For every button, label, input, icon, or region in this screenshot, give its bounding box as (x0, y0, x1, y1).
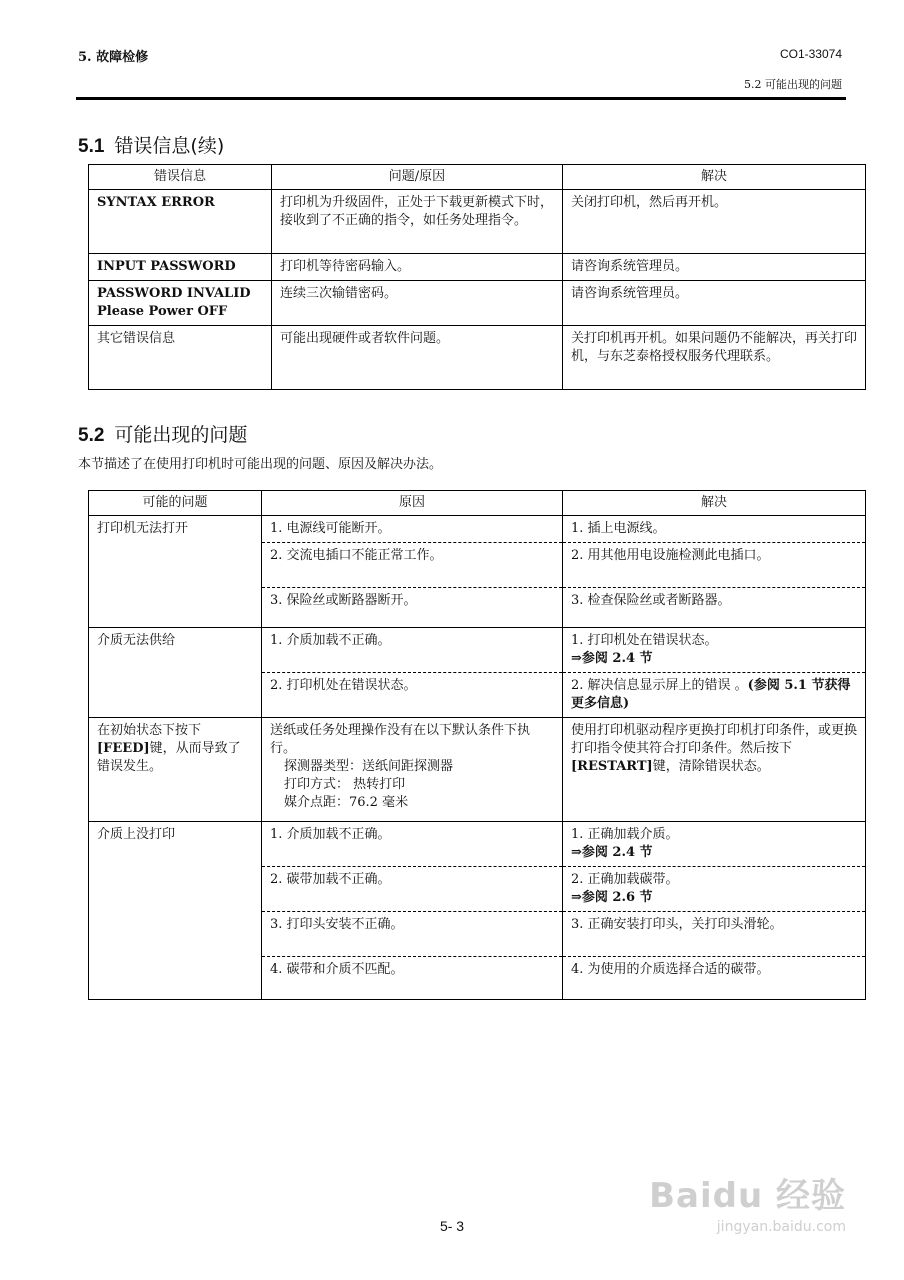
solution-cell (563, 718, 866, 822)
section-number: 5.1 (78, 136, 105, 157)
solution-cell: 4. 为使用的介质选择合适的碳带。 (563, 957, 866, 1000)
table-row (89, 822, 866, 867)
solution-cell: 1. 插上电源线。 (563, 516, 866, 543)
cause-cell: 1. 介质加载不正确。 (262, 822, 563, 867)
cause-cell: 4. 碳带和介质不匹配。 (262, 957, 563, 1000)
section-5-2-heading (78, 420, 247, 447)
cause-cell: 3. 保险丝或断路器断开。 (262, 588, 563, 628)
solution-cell (563, 628, 866, 673)
table-row (89, 628, 866, 673)
restart-key-label: [RESTART] (571, 759, 653, 774)
error-message-table (88, 164, 866, 390)
column-header: 问题/原因 (272, 165, 563, 190)
reference-link: ⇒参阅 2.6 节 (571, 890, 653, 905)
watermark-brand: Baidu 经验 (649, 1176, 846, 1216)
table-row (89, 254, 866, 281)
column-header: 可能的问题 (89, 491, 262, 516)
section-title: 错误信息(续) (114, 135, 225, 157)
cause-cell: 1. 电源线可能断开。 (262, 516, 563, 543)
table-row (89, 516, 866, 543)
section-5-1-heading (78, 131, 224, 158)
cause-cell: 连续三次输错密码。 (272, 281, 563, 326)
table-row (89, 190, 866, 254)
solution-cell: 3. 正确安装打印头，关打印头滑轮。 (563, 912, 866, 957)
reference-link: ⇒参阅 2.4 节 (571, 651, 653, 666)
cause-cell: 1. 介质加载不正确。 (262, 628, 563, 673)
solution-text: 1. 打印机处在错误状态。 (571, 633, 718, 648)
reference-link: ⇒参阅 2.4 节 (571, 845, 653, 860)
table-row (89, 326, 866, 390)
column-header: 原因 (262, 491, 563, 516)
chapter-title: 5. 故障检修 (78, 50, 149, 65)
document-code: CO1-33074 (779, 47, 842, 61)
cause-cell: 打印机为升级固件，正处于下载更新模式下时，接收到了不正确的指令，如任务处理指令。 (272, 190, 563, 254)
column-header: 解决 (563, 165, 866, 190)
solution-cell: 3. 检查保险丝或者断路器。 (563, 588, 866, 628)
error-message-cell: SYNTAX ERROR (89, 190, 272, 254)
cause-cell: 2. 碳带加载不正确。 (262, 867, 563, 912)
problem-cell: 打印机无法打开 (89, 516, 262, 628)
troubleshooting-table (88, 490, 866, 1000)
cause-text: 送纸或任务处理操作没有在以下默认条件下执行。 (270, 723, 531, 756)
error-message-cell (89, 281, 272, 326)
solution-text: 2. 正确加载碳带。 (571, 872, 679, 887)
problem-cell: 介质无法供给 (89, 628, 262, 718)
solution-text: 键，清除错误状态。 (652, 759, 770, 774)
solution-cell: 请咨询系统管理员。 (563, 281, 866, 326)
section-intro: 本节描述了在使用打印机时可能出现的问题、原因及解决办法。 (78, 457, 443, 472)
header-rule (76, 97, 846, 100)
cause-cell (262, 718, 563, 822)
default-condition: 打印方式： 热转打印 (284, 777, 406, 792)
solution-cell (563, 673, 866, 718)
section-number: 5.2 (78, 425, 105, 446)
column-header: 解决 (563, 491, 866, 516)
cause-cell: 2. 打印机处在错误状态。 (262, 673, 563, 718)
problem-text: 在初始状态下按下 (97, 723, 202, 738)
solution-text: 2. 解决信息显示屏上的错误 。 (571, 678, 748, 693)
cause-cell: 2. 交流电插口不能正常工作。 (262, 543, 563, 588)
error-message-line: PASSWORD INVALID (97, 286, 251, 301)
default-condition: 媒介点距：76.2 毫米 (284, 795, 409, 810)
page-number: 5- 3 (439, 1218, 465, 1234)
cause-cell: 可能出现硬件或者软件问题。 (272, 326, 563, 390)
solution-cell: 2. 用其他用电设施检测此电插口。 (563, 543, 866, 588)
watermark-url: jingyan.baidu.com (716, 1219, 846, 1235)
table-row (89, 281, 866, 326)
column-header: 错误信息 (89, 165, 272, 190)
error-message-cell: 其它错误信息 (89, 326, 272, 390)
solution-cell: 关打印机再开机。如果问题仍不能解决，再关打印机，与东芝泰格授权服务代理联系。 (563, 326, 866, 390)
error-message-cell: INPUT PASSWORD (89, 254, 272, 281)
feed-key-label: [FEED] (97, 741, 150, 756)
solution-cell (563, 822, 866, 867)
table-header-row (89, 491, 866, 516)
reference-note: (参阅 5.1 节获得更多信息) (571, 678, 851, 711)
cause-cell: 3. 打印头安装不正确。 (262, 912, 563, 957)
section-title: 可能出现的问题 (114, 424, 248, 446)
problem-text: 键，从而导致了错误发生。 (97, 741, 241, 774)
section-label: 5.2 可能出现的问题 (744, 78, 842, 91)
table-row (89, 718, 866, 822)
table-header-row (89, 165, 866, 190)
solution-cell: 关闭打印机，然后再开机。 (563, 190, 866, 254)
solution-text: 1. 正确加载介质。 (571, 827, 679, 842)
cause-cell: 打印机等待密码输入。 (272, 254, 563, 281)
solution-text: 使用打印机驱动程序更换打印机打印条件，或更换打印指令使其符合打印条件。然后按下 (571, 723, 858, 756)
problem-cell (89, 718, 262, 822)
problem-cell: 介质上没打印 (89, 822, 262, 1000)
error-message-line: Please Power OFF (97, 304, 228, 319)
default-condition: 探测器类型：送纸间距探测器 (284, 759, 454, 774)
solution-cell (563, 867, 866, 912)
solution-cell: 请咨询系统管理员。 (563, 254, 866, 281)
